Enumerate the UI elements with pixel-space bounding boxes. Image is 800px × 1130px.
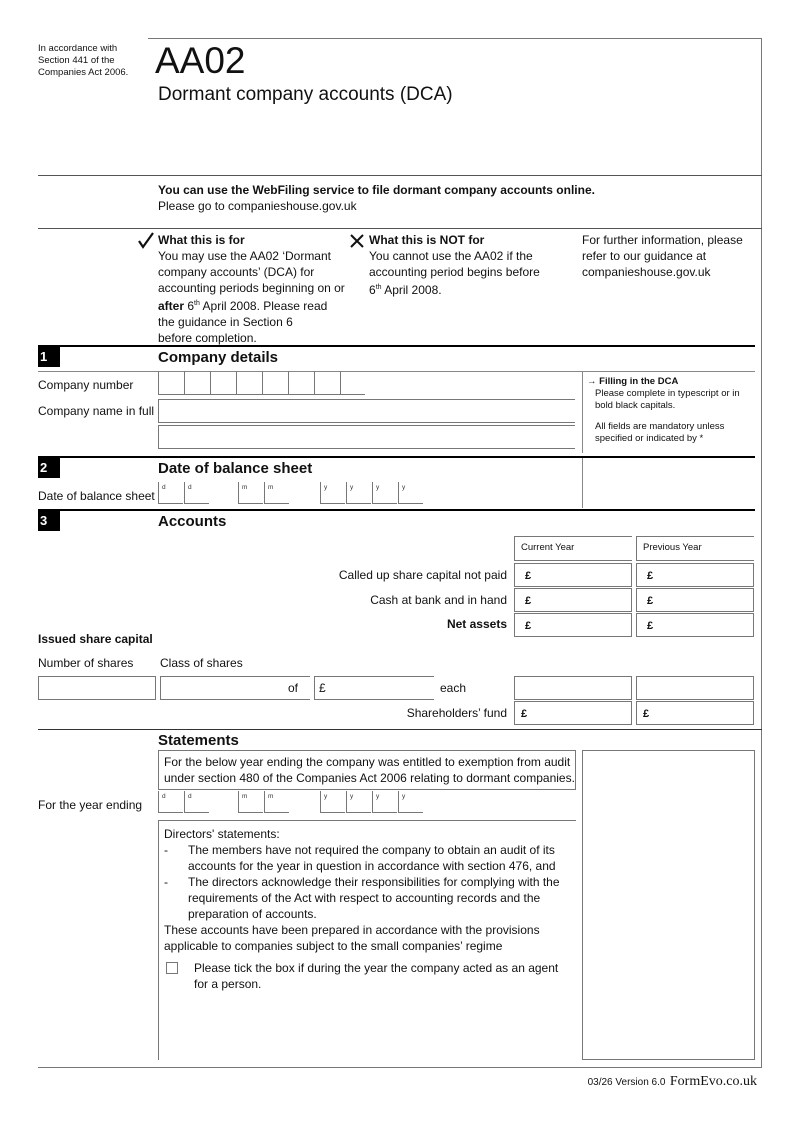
nominal-value-input[interactable]: £ [314, 676, 434, 700]
cash-current-input[interactable]: £ [514, 588, 632, 612]
company-name-input-line2[interactable] [158, 425, 575, 449]
company-number-cell[interactable] [236, 371, 261, 395]
webfiling-line: You can use the WebFiling service to file dormant company accounts online. [158, 183, 595, 197]
column-divider [582, 371, 583, 453]
column-divider [582, 458, 583, 508]
company-number-cell[interactable] [314, 371, 339, 395]
divider [38, 371, 755, 372]
number-of-shares-input[interactable] [38, 676, 156, 700]
shareholders-fund-previous-input[interactable]: £ [636, 701, 754, 725]
section-number: 3 [38, 511, 60, 531]
section-rule [38, 509, 755, 511]
form-top-border [148, 38, 762, 39]
current-year-header: Current Year [514, 536, 632, 561]
company-number-cell[interactable] [210, 371, 235, 395]
issued-share-capital-label: Issued share capital [38, 632, 153, 646]
form-code: AA02 [155, 40, 246, 81]
side-panel [582, 750, 755, 1060]
section-number: 2 [38, 458, 60, 478]
cash-at-bank-label: Cash at bank and in hand [370, 593, 507, 607]
form-bottom-border [38, 1067, 762, 1068]
brand-text: FormEvo.co.uk [669, 1074, 757, 1089]
what-this-is-not-for: What this is NOT for You cannot use the AA02 if the accounting period begins before 6th April 2008. [369, 233, 540, 297]
statements-title: Statements [158, 732, 239, 749]
form-title: Dormant company accounts (DCA) [158, 84, 453, 105]
company-number-cell[interactable] [184, 371, 209, 395]
company-name-input-line1[interactable] [158, 399, 575, 423]
of-label: of [288, 681, 299, 695]
net-assets-previous-input[interactable]: £ [636, 613, 754, 637]
divider [38, 228, 762, 229]
divider [158, 750, 576, 751]
filling-note: → Filling in the DCA Please complete in typescript or in bold black capitals. All fields are mandatory unless specified or indicated by * [587, 376, 740, 444]
share-capital-current-input[interactable] [514, 676, 632, 700]
agent-checkbox-label: Please tick the box if during the year the company acted as an agent for a person. [194, 961, 559, 991]
section-title: Company details [158, 349, 279, 366]
arrow-right-icon: → [587, 376, 600, 387]
called-up-previous-input[interactable]: £ [636, 563, 754, 587]
divider [38, 729, 762, 730]
footer [588, 1072, 757, 1090]
company-number-label: Company number [38, 378, 134, 392]
number-of-shares-label: Number of shares [38, 656, 134, 670]
shareholders-fund-current-input[interactable]: £ [514, 701, 632, 725]
net-assets-current-input[interactable]: £ [514, 613, 632, 637]
webfiling-link-text: Please go to companieshouse.gov.uk [158, 199, 357, 213]
cross-icon [349, 233, 365, 249]
previous-year-header: Previous Year [636, 536, 754, 561]
directors-statements: Directors' statements: - The members have not required the company to obtain an audit of its accounts for the year in question in accordance with section 476, and - The directors acknowledge their responsibilities for complying with the requirements of the Act with respect to accounting records and the preparation of accounts. These accounts have been prepared in accordance with the provisions applicable to companies subject to the small companies’ regime [164, 827, 560, 953]
cash-previous-input[interactable]: £ [636, 588, 754, 612]
net-assets-label: Net assets [446, 617, 507, 631]
check-icon [137, 232, 155, 250]
agent-checkbox[interactable] [166, 962, 178, 974]
section-title: Accounts [158, 513, 227, 530]
exemption-text: For the below year ending the company was entitled to exemption from audit under section 480 of the Companies Act 2006 relating to dormant companies. [164, 755, 575, 785]
version-text: 03/26 Version 6.0 [587, 1077, 666, 1088]
year-ending-label: For the year ending [38, 798, 143, 812]
share-capital-previous-input[interactable] [636, 676, 754, 700]
section-rule [38, 345, 755, 347]
form-right-border [761, 38, 762, 1068]
legal-note: In accordance with Section 441 of the Companies Act 2006. [38, 43, 129, 78]
company-name-label: Company name in full [38, 404, 155, 418]
class-of-shares-label: Class of shares [160, 656, 243, 670]
divider [38, 175, 762, 176]
company-number-cell[interactable] [262, 371, 287, 395]
section-rule [38, 456, 755, 458]
called-up-share-capital-label: Called up share capital not paid [338, 568, 507, 582]
section-title: Date of balance sheet [158, 460, 313, 477]
section-number: 1 [38, 347, 60, 367]
shareholders-fund-label: Shareholders’ fund [406, 706, 507, 720]
further-info: For further information, please refer to our guidance at companieshouse.gov.uk [582, 233, 743, 279]
what-this-is-for: What this is for You may use the AA02 ‘Dormant company accounts’ (DCA) for accounting periods beginning on or after 6th April 2008. Please read the guidance in Section 6 before completion. [158, 233, 345, 345]
company-number-cell[interactable] [340, 371, 365, 395]
each-label: each [440, 681, 467, 695]
balance-sheet-date-label: Date of balance sheet [38, 489, 155, 503]
company-number-cell[interactable] [158, 371, 183, 395]
called-up-current-input[interactable]: £ [514, 563, 632, 587]
company-number-cell[interactable] [288, 371, 313, 395]
